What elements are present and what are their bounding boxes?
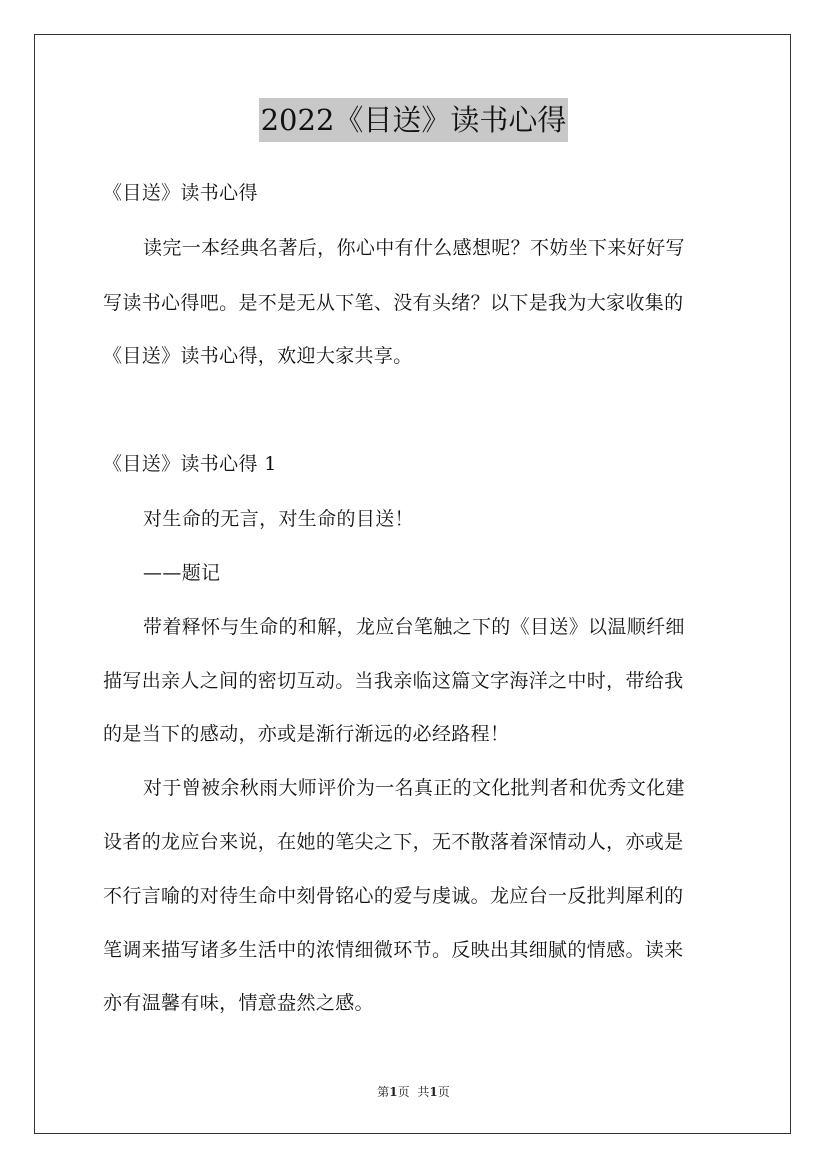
intro-line: 写读书心得吧。是不是无从下笔、没有头绪？以下是我为大家收集的 xyxy=(103,292,684,314)
page-prefix: 第 xyxy=(377,1085,390,1099)
page-footer xyxy=(0,1083,827,1100)
paragraph-line: 描写出亲人之间的密切互动。当我亲临这篇文字海洋之中时，带给我 xyxy=(103,670,684,692)
epigraph-note: ——题记 xyxy=(143,562,221,584)
paragraph-line: 笔调来描写诸多生活中的浓情细微环节。反映出其细腻的情感。读来 xyxy=(103,939,684,961)
paragraph-line: 的是当下的感动，亦或是渐行渐远的必经路程！ xyxy=(103,723,510,745)
title-container xyxy=(0,98,827,142)
section-heading: 《目送》读书心得 1 xyxy=(103,453,277,475)
total-pages: 1 xyxy=(429,1085,438,1099)
paragraph-line: 不行言喻的对待生命中刻骨铭心的爱与虔诚。龙应台一反批判犀利的 xyxy=(103,885,684,907)
epigraph: 对生命的无言，对生命的目送！ xyxy=(143,508,414,530)
intro-line: 读完一本经典名著后，你心中有什么感想呢？不妨坐下来好好写 xyxy=(143,237,685,259)
paragraph-line: 亦有温馨有味，情意盎然之感。 xyxy=(103,992,374,1014)
page-number: 1 xyxy=(389,1085,398,1099)
document-subtitle: 《目送》读书心得 xyxy=(103,182,258,204)
paragraph-line: 带着释怀与生命的和解，龙应台笔触之下的《目送》以温顺纤细 xyxy=(143,616,685,638)
intro-line: 《目送》读书心得，欢迎大家共享。 xyxy=(103,345,413,367)
page-suffix: 页 xyxy=(397,1085,410,1099)
paragraph-line: 对于曾被余秋雨大师评价为一名真正的文化批判者和优秀文化建 xyxy=(143,777,685,799)
total-prefix: 共 xyxy=(417,1085,430,1099)
paragraph-line: 设者的龙应台来说，在她的笔尖之下，无不散落着深情动人，亦或是 xyxy=(103,831,684,853)
total-suffix: 页 xyxy=(437,1085,450,1099)
document-title: 2022《目送》读书心得 xyxy=(259,98,569,142)
